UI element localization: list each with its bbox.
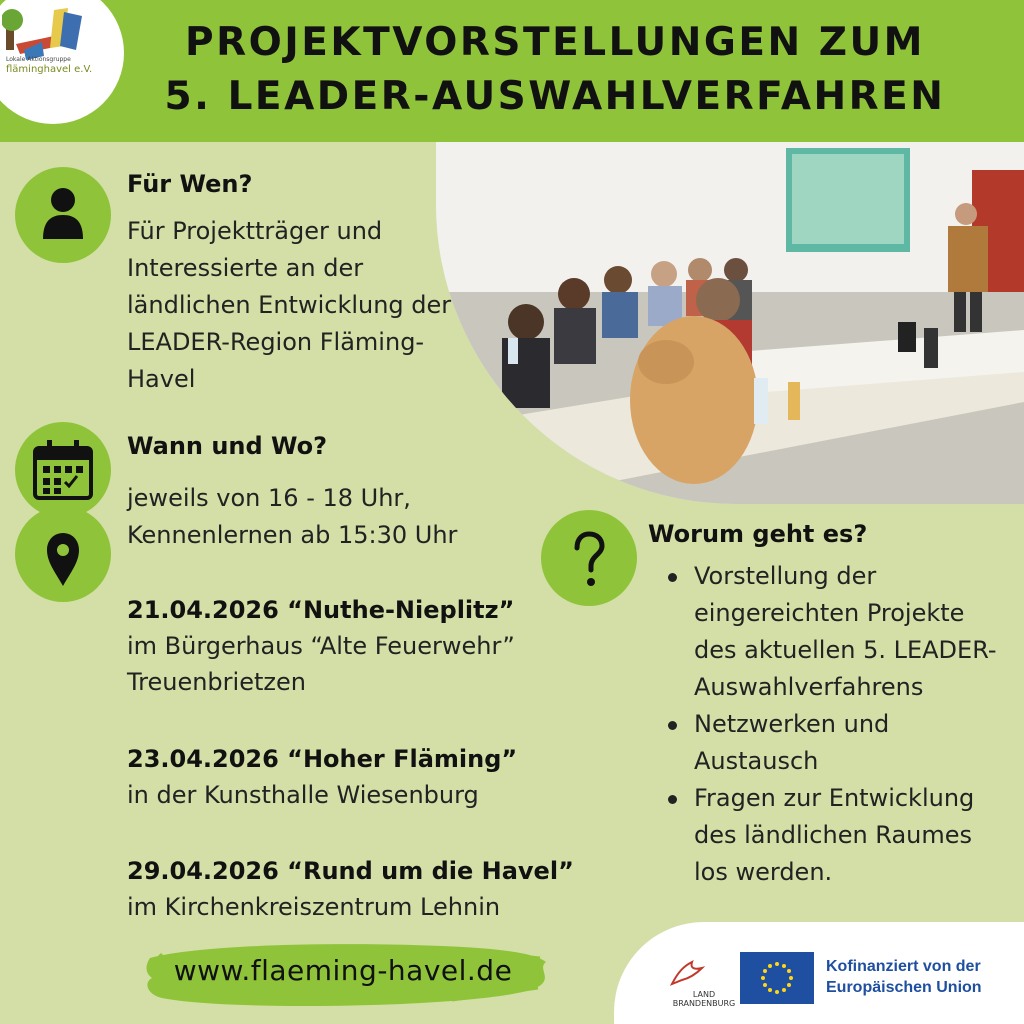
event-nuthe-nieplitz bbox=[127, 592, 567, 700]
eu-text-line: Kofinanziert von der bbox=[826, 958, 981, 975]
website-link[interactable]: www.flaeming-havel.de bbox=[173, 954, 513, 987]
target-line: Interessierte an der bbox=[127, 254, 364, 282]
event-venue: im Bürgerhaus “Alte Feuerwehr” bbox=[127, 632, 515, 660]
list-item-line: Vorstellung der bbox=[694, 562, 877, 590]
list-item bbox=[666, 780, 1016, 891]
question-mark-icon bbox=[541, 510, 637, 606]
logo-small-text: Lokale Aktionsgruppe bbox=[6, 56, 71, 63]
eu-text-line: Europäischen Union bbox=[826, 979, 982, 996]
event-venue: im Kirchenkreiszentrum Lehnin bbox=[127, 893, 501, 921]
title-line-1: PROJEKTVORSTELLUNGEN ZUM bbox=[184, 20, 925, 65]
list-item-line: Auswahlverfahrens bbox=[694, 673, 924, 701]
calendar-icon bbox=[15, 422, 111, 518]
list-item-line: Netzwerken und bbox=[694, 710, 890, 738]
list-item-line: des ländlichen Raumes bbox=[694, 821, 973, 849]
target-heading: Für Wen? bbox=[127, 170, 253, 198]
question-icon-badge bbox=[541, 510, 637, 606]
event-title: 23.04.2026 “Hoher Fläming” bbox=[127, 745, 518, 773]
list-item bbox=[666, 706, 1016, 780]
location-icon-badge bbox=[15, 506, 111, 602]
brandenburg-eagle-icon bbox=[668, 958, 708, 990]
event-title: 29.04.2026 “Rund um die Havel” bbox=[127, 857, 574, 885]
time-line: Kennenlernen ab 15:30 Uhr bbox=[127, 521, 458, 549]
event-title: 21.04.2026 “Nuthe-Nieplitz” bbox=[127, 596, 515, 624]
meeting-illustration bbox=[436, 142, 1024, 504]
meeting-photo bbox=[436, 142, 1024, 504]
target-line: Havel bbox=[127, 365, 196, 393]
when-time bbox=[127, 480, 507, 554]
list-item-line: Fragen zur Entwicklung bbox=[694, 784, 975, 812]
event-rund-um-die-havel bbox=[127, 853, 587, 925]
list-item bbox=[666, 558, 1016, 706]
event-hoher-flaeming bbox=[127, 741, 567, 813]
page-title bbox=[140, 16, 970, 124]
date-icon-badge bbox=[15, 422, 111, 518]
logo-name: fläminghavel e.V. bbox=[6, 64, 93, 75]
target-line: LEADER-Region Fläming- bbox=[127, 328, 425, 356]
list-item-line: Austausch bbox=[694, 747, 819, 775]
list-item-line: eingereichten Projekte bbox=[694, 599, 965, 627]
about-list bbox=[666, 558, 1016, 891]
target-description bbox=[127, 213, 487, 398]
person-icon bbox=[15, 167, 111, 263]
eu-cofunding-text bbox=[826, 956, 982, 998]
logo-graphic bbox=[2, 6, 86, 60]
eu-flag bbox=[740, 952, 814, 1004]
target-line: ländlichen Entwicklung der bbox=[127, 291, 452, 319]
event-venue: in der Kunsthalle Wiesenburg bbox=[127, 781, 479, 809]
location-pin-icon bbox=[15, 506, 111, 602]
event-town: Treuenbrietzen bbox=[127, 668, 306, 696]
title-line-2: 5. LEADER-AUSWAHLVERFAHREN bbox=[164, 74, 946, 119]
brandenburg-label bbox=[664, 990, 744, 1008]
brandenburg-label-line: BRANDENBURG bbox=[672, 999, 736, 1008]
about-heading: Worum geht es? bbox=[648, 520, 868, 548]
brandenburg-label-line: LAND bbox=[692, 990, 716, 999]
list-item-line: los werden. bbox=[694, 858, 833, 886]
target-line: Für Projektträger und bbox=[127, 217, 383, 245]
eu-stars-icon bbox=[740, 952, 814, 1004]
target-group-icon-badge bbox=[15, 167, 111, 263]
list-item-line: des aktuellen 5. LEADER- bbox=[694, 636, 997, 664]
time-line: jeweils von 16 - 18 Uhr, bbox=[127, 484, 411, 512]
when-heading: Wann und Wo? bbox=[127, 432, 328, 460]
